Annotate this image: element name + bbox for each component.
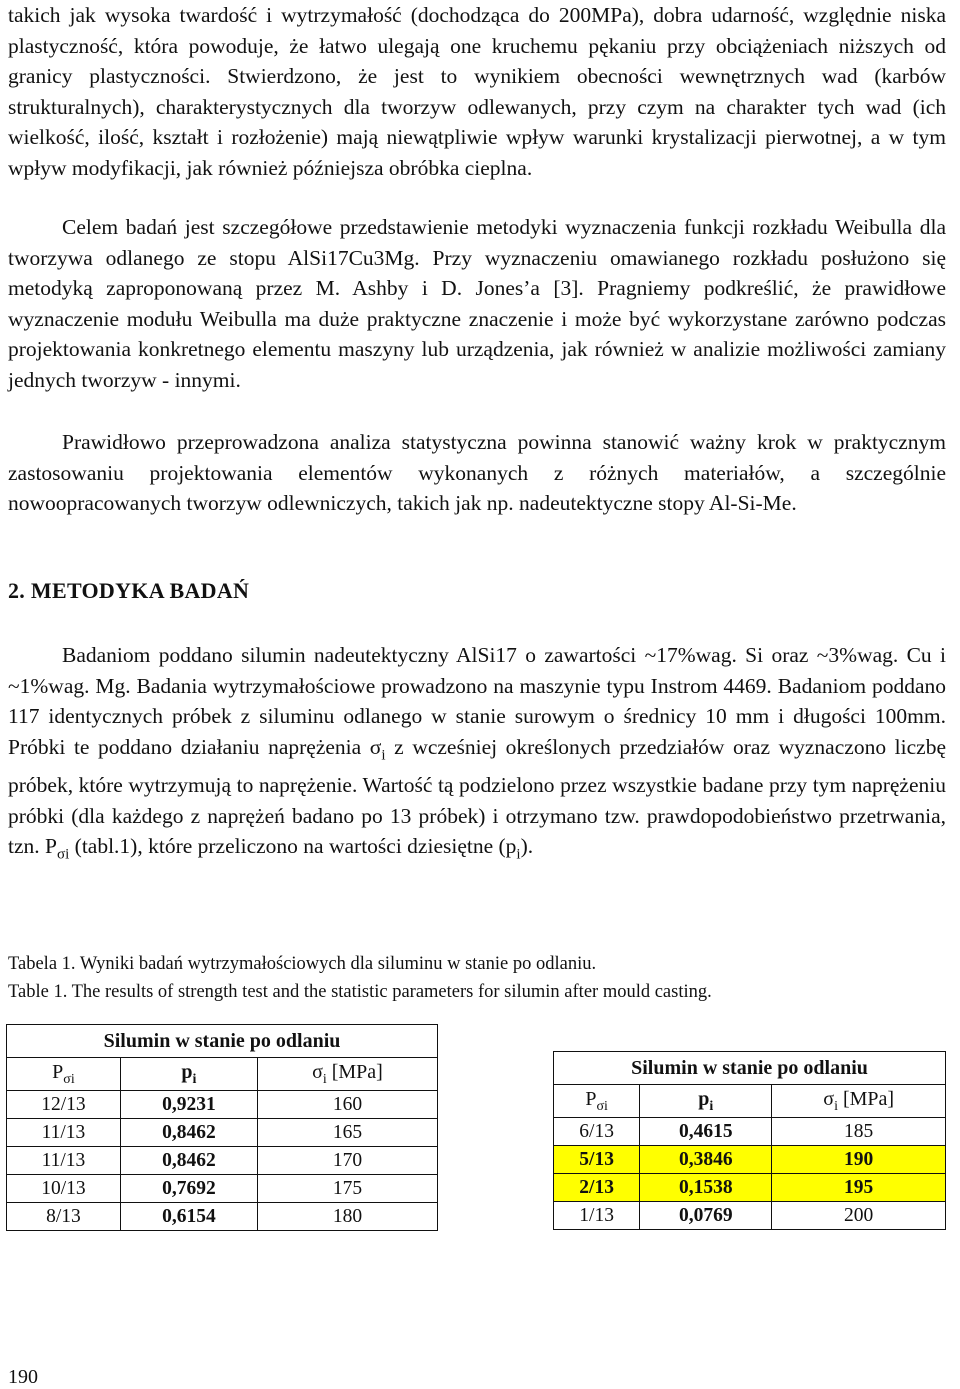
header-text: σ xyxy=(312,1060,323,1083)
table-row xyxy=(7,1119,438,1147)
table-row xyxy=(554,1146,946,1174)
cell-p: 0,1538 xyxy=(640,1174,772,1202)
cell-s: 180 xyxy=(257,1203,437,1231)
cell-P: 10/13 xyxy=(7,1175,121,1203)
cell-p: 0,7692 xyxy=(120,1175,257,1203)
text-span: (tabl.1), które przeliczono na wartości dziesiętne (p xyxy=(69,834,517,859)
cell-p: 0,0769 xyxy=(640,1202,772,1230)
paragraph-aim: Celem badań jest szczegółowe przedstawienie metodyki wyznaczenia funkcji rozkładu Weibulla dla tworzywa odlanego ze stopu AlSi17Cu3Mg. Przy wyznaczeniu omawianego rozkładu posłużono się metodyką zaproponowaną przez M. Ashby i D. Jones’a [3]. Pragniemy podkreślić, że prawidłowe wyznaczenie modułu Weibulla ma duże praktyczne znaczenie i może być wykorzystane zarówno podczas projektowania konkretnego elementu maszyny lub urządzenia, jak również w analizie możliwości zamiany jednych tworzyw - innymi. xyxy=(8,215,946,392)
cell-p: 0,9231 xyxy=(120,1091,257,1119)
results-table-1 xyxy=(6,1024,438,1231)
subscript: i xyxy=(834,1098,838,1114)
text-span: z wcześniej określonych przedziałów oraz wyznaczono liczbę próbek, które wytrzymują to naprężenie. Wartość tą podzielono przez wszystkie badane przy tym naprężeniu próbki (dla każdego z naprężeń badano po 13 próbek) i otrzymano tzw. prawdopodobieństwo przetrwania, tzn. P xyxy=(8,734,946,859)
cell-p: 0,6154 xyxy=(120,1203,257,1231)
cell-s: 190 xyxy=(772,1146,946,1174)
cell-s: 195 xyxy=(772,1174,946,1202)
subscript: σi xyxy=(596,1098,608,1114)
header-text: P xyxy=(52,1060,64,1083)
results-table-2 xyxy=(553,1051,946,1230)
cell-P: 2/13 xyxy=(554,1174,640,1202)
cell-P: 11/13 xyxy=(7,1147,121,1175)
table-title: Silumin w stanie po odlaniu xyxy=(7,1025,438,1058)
paragraph-methodology xyxy=(8,640,946,870)
table-caption-polish: Tabela 1. Wyniki badań wytrzymałościowych dla siluminu w stanie po odlaniu. xyxy=(8,954,597,974)
table-row xyxy=(554,1118,946,1146)
page-number: 190 xyxy=(8,1366,38,1388)
cell-s: 200 xyxy=(772,1202,946,1230)
header-sigma-i xyxy=(772,1085,946,1118)
header-p-sigma xyxy=(7,1058,121,1091)
cell-s: 175 xyxy=(257,1175,437,1203)
header-unit: [MPa] xyxy=(837,1087,895,1110)
table-row xyxy=(7,1175,438,1203)
cell-s: 185 xyxy=(772,1118,946,1146)
subscript: σi xyxy=(56,846,70,863)
table-row xyxy=(554,1202,946,1230)
table-caption-english: Table 1. The results of strength test and the statistic parameters for silumin after mould casting. xyxy=(8,982,712,1002)
table-title: Silumin w stanie po odlaniu xyxy=(554,1052,946,1085)
paragraph-analysis: Prawidłowo przeprowadzona analiza statystyczna powinna stanowić ważny krok w praktycznym zastosowaniu projektowania elementów wykonanych z różnych materiałów, a szczególnie nowoopracowanych tworzyw odlewniczych, takich jak np. nadeutektyczne stopy Al-Si-Me. xyxy=(8,430,946,515)
subscript: i xyxy=(192,1071,197,1087)
header-p-i xyxy=(640,1085,772,1118)
cell-p: 0,8462 xyxy=(120,1147,257,1175)
subscript: i xyxy=(381,746,386,763)
section-heading: 2. METODYKA BADAŃ xyxy=(8,578,250,603)
table-row xyxy=(7,1203,438,1231)
cell-s: 165 xyxy=(257,1119,437,1147)
table-body xyxy=(554,1118,946,1230)
subscript: σi xyxy=(63,1071,75,1087)
header-text: p xyxy=(698,1087,710,1110)
header-text: p xyxy=(181,1060,193,1083)
header-unit: [MPa] xyxy=(326,1060,383,1083)
table-row xyxy=(7,1091,438,1119)
cell-p: 0,3846 xyxy=(640,1146,772,1174)
text-span: Badaniom poddano silumin nadeutektyczny AlSi17 o zawartości ~17%wag. Si oraz ~3%wag. Cu i ~1%wag. Mg. Badania wytrzymałościowe prowadzono na maszynie typu Instrom 4469. Badaniom poddano 117 identycznych próbek z siluminu odlanego w stanie surowym o średnicy 10 mm i długości 100mm. Próbki te poddano działaniu naprężenia xyxy=(8,643,946,759)
cell-P: 6/13 xyxy=(554,1118,640,1146)
cell-P: 5/13 xyxy=(554,1146,640,1174)
sigma-symbol: σ xyxy=(369,734,382,759)
table-row xyxy=(7,1147,438,1175)
header-p-i xyxy=(120,1058,257,1091)
paragraph-intro: takich jak wysoka twardość i wytrzymałość (dochodząca do 200MPa), dobra udarność, względnie niska plastyczność, która powoduje, że łatwo ulegają one kruchemu pękaniu przy obciążeniach niższych od granicy plastyczności. Stwierdzono, że jest to wynikiem obecności wewnętrznych wad (karbów strukturalnych), charakterystycznych dla tworzyw odlewanych, przy czym na charakter tych wad (ich wielkość, ilość, kształt i rozłożenie) mają niewątpliwie wpływ warunki krystalizacji pierwotnej, a w tym wpływ modyfikacji, jak również późniejsza obróbka cieplna. xyxy=(8,3,946,180)
table-row xyxy=(554,1174,946,1202)
cell-P: 8/13 xyxy=(7,1203,121,1231)
text-span: ). xyxy=(520,834,534,859)
cell-p: 0,8462 xyxy=(120,1119,257,1147)
cell-s: 160 xyxy=(257,1091,437,1119)
table-body xyxy=(7,1091,438,1231)
subscript: i xyxy=(322,1071,327,1087)
cell-P: 1/13 xyxy=(554,1202,640,1230)
subscript: i xyxy=(516,846,521,863)
cell-s: 170 xyxy=(257,1147,437,1175)
header-p-sigma xyxy=(554,1085,640,1118)
cell-p: 0,4615 xyxy=(640,1118,772,1146)
header-text: P xyxy=(585,1087,597,1110)
cell-P: 11/13 xyxy=(7,1119,121,1147)
cell-P: 12/13 xyxy=(7,1091,121,1119)
subscript: i xyxy=(709,1098,714,1114)
header-text: σ xyxy=(823,1087,835,1110)
header-sigma-i xyxy=(257,1058,437,1091)
